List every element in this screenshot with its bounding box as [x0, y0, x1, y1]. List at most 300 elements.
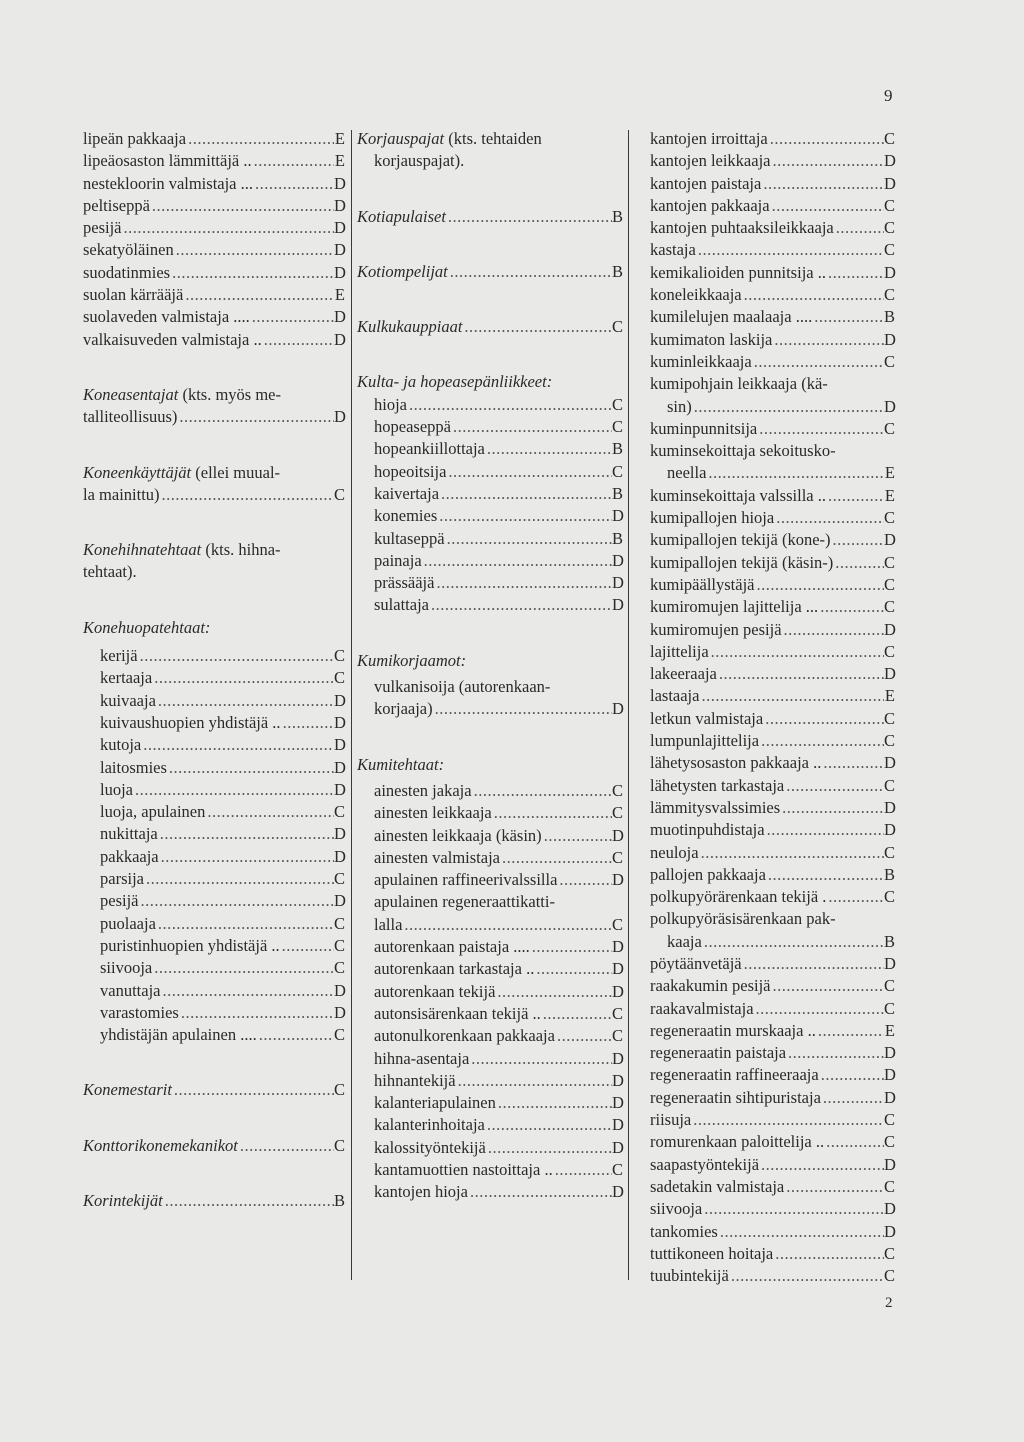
entry-label: sulattaja: [374, 595, 429, 615]
entry: [650, 975, 895, 997]
entry-label: kalanteriapulainen: [374, 1093, 496, 1113]
dot-leader: [826, 886, 884, 908]
entry-class: C: [612, 1026, 624, 1046]
entry: [357, 1114, 623, 1136]
entry-label: kuminleikkaaja: [650, 351, 752, 371]
dot-leader: [819, 1064, 884, 1086]
entry-label: Kotiompelijat: [357, 261, 448, 281]
dot-leader: [437, 505, 612, 527]
dot-leader: [530, 936, 612, 958]
dot-leader: [281, 712, 334, 734]
entry-class: D: [612, 573, 624, 593]
dot-leader: [139, 890, 335, 912]
entry: [650, 574, 895, 596]
dot-leader: [833, 552, 884, 574]
entry: [357, 461, 623, 483]
dot-leader: [500, 847, 612, 869]
dot-leader: [152, 667, 334, 689]
entry: [83, 913, 345, 935]
section-heading: [357, 206, 623, 228]
entry-label: konemies: [374, 506, 438, 526]
spacer: [357, 338, 623, 371]
entry-label: kuivaushuopien yhdistäjä ..: [100, 712, 281, 732]
entry-class: C: [884, 351, 896, 371]
entry-class: C: [612, 914, 624, 934]
entry-label: autonsisärenkaan tekijä ..: [374, 1003, 541, 1023]
entry: [357, 1137, 623, 1159]
entry-label: pesijä: [100, 891, 139, 911]
entry: [650, 619, 895, 641]
entry: [83, 957, 345, 979]
dot-leader: [752, 351, 884, 373]
column-rule: [351, 130, 352, 1280]
spacer: [357, 283, 623, 316]
entry-class: C: [884, 641, 896, 661]
entry-label: autorenkaan tarkastaja ..: [374, 959, 535, 979]
entry-class: D: [884, 329, 896, 349]
entry: [357, 1070, 623, 1092]
entry-class: B: [612, 206, 624, 226]
entry: kumipohjain leikkaaja (kä-: [650, 374, 828, 394]
entry: [357, 1003, 623, 1025]
entry-label: pesijä: [83, 218, 122, 238]
dot-leader: [763, 708, 884, 730]
entry-class: D: [334, 407, 346, 427]
entry: [650, 1131, 895, 1153]
entry: [357, 1048, 623, 1070]
entry-label: nukittaja: [100, 824, 158, 844]
entry: [83, 757, 345, 779]
entry-label: kertaaja: [100, 668, 153, 688]
entry-class: D: [884, 262, 896, 282]
column-left: [83, 128, 345, 1212]
dot-leader: [433, 698, 612, 720]
entry-label: Kulkukauppiaat: [357, 317, 463, 337]
dot-leader: [692, 396, 884, 418]
entry-label: siivooja: [100, 958, 153, 978]
entry-label: kutoja: [100, 735, 142, 755]
entry-label: lipeäosaston lämmittäjä ..: [83, 151, 252, 171]
dot-leader: [144, 868, 334, 890]
entry-class: D: [334, 218, 346, 238]
entry-class: D: [612, 595, 624, 615]
dot-leader: [831, 529, 884, 551]
entry-class: D: [334, 1002, 346, 1022]
entry-class: D: [884, 753, 896, 773]
dot-leader: [765, 819, 884, 841]
spacer: [83, 1157, 345, 1190]
entry-class: D: [884, 151, 896, 171]
entry: [650, 1198, 895, 1220]
dot-leader: [253, 173, 334, 195]
entry-class: C: [612, 461, 624, 481]
dot-leader: [472, 780, 612, 802]
entry-label: ainesten valmistaja: [374, 847, 500, 867]
entry: [650, 396, 895, 418]
entry: [650, 1087, 895, 1109]
entry-label: kaaja: [667, 931, 702, 951]
entry-label: kaivertaja: [374, 483, 440, 503]
entry: [650, 685, 895, 707]
signature-mark: 2: [885, 1295, 893, 1311]
entry-class: C: [612, 394, 624, 414]
entry-class: D: [884, 173, 896, 193]
entry: [650, 552, 895, 574]
entry-label: kumiromujen pesijä: [650, 619, 782, 639]
dot-leader: [156, 690, 334, 712]
dot-leader: [553, 1159, 612, 1181]
entry-label: kumipallojen tekijä (kone-): [650, 530, 831, 550]
entry-label: hopeaseppä: [374, 417, 451, 437]
dot-leader: [834, 217, 884, 239]
entry-label: prässääjä: [374, 573, 435, 593]
entry-label: kantojen puhtaaksileikkaaja: [650, 218, 834, 238]
dot-leader: [167, 757, 334, 779]
entry-label: kantojen pakkaaja: [650, 195, 770, 215]
entry: polkupyöräsisärenkaan pak-: [650, 909, 836, 929]
entry-class: D: [884, 1087, 896, 1107]
entry: [650, 1109, 895, 1131]
dot-leader: [826, 485, 884, 507]
dot-leader: [156, 913, 334, 935]
entry-label: suolaveden valmistaja ....: [83, 307, 250, 327]
entry-label: tuttikoneen hoitaja: [650, 1243, 774, 1263]
entry-class: C: [884, 1132, 896, 1152]
entry-class: D: [884, 1154, 896, 1174]
entry-label: raakakumin pesijä: [650, 976, 771, 996]
entry-class: C: [334, 646, 346, 666]
entry-class: C: [334, 935, 346, 955]
dot-leader: [757, 418, 884, 440]
entry-class: C: [612, 317, 624, 337]
entry-label: lähetysosaston pakkaaja ..: [650, 753, 822, 773]
entry-label: kumiromujen lajittelija ...: [650, 597, 819, 617]
entry-class: D: [884, 396, 896, 416]
dot-leader: [773, 1243, 884, 1265]
entry-class: D: [334, 980, 346, 1000]
entry-label: nestekloorin valmistaja ...: [83, 173, 254, 193]
entry: [83, 128, 345, 150]
entry-class: C: [612, 780, 624, 800]
dot-leader: [179, 1002, 334, 1024]
entry-label: ainesten leikkaaja: [374, 803, 492, 823]
dot-leader: [492, 802, 612, 824]
entry-class: C: [884, 195, 896, 215]
entry-class: B: [612, 261, 624, 281]
entry: [650, 150, 895, 172]
entry-label: luoja, apulainen: [100, 802, 206, 822]
dot-leader: [541, 1003, 612, 1025]
dot-leader: [821, 1087, 884, 1109]
dot-leader: [446, 461, 612, 483]
entry: [357, 1025, 623, 1047]
entry: [83, 823, 345, 845]
dot-leader: [486, 1137, 612, 1159]
dot-leader: [439, 483, 612, 505]
entry-label: suodatinmies: [83, 262, 171, 282]
entry-label: autonulkorenkaan pakkaaja: [374, 1026, 555, 1046]
dot-leader: [706, 462, 884, 484]
dot-leader: [717, 663, 884, 685]
entry-class: C: [884, 842, 896, 862]
entry-class: C: [884, 998, 896, 1018]
dot-leader: [150, 195, 334, 217]
dot-leader: [772, 329, 884, 351]
entry-class: C: [612, 1003, 624, 1023]
entry-label: raakavalmistaja: [650, 998, 754, 1018]
entry: [650, 1221, 895, 1243]
entry-class: E: [884, 463, 895, 483]
dot-leader: [468, 1181, 612, 1203]
entry-label: kultaseppä: [374, 528, 445, 548]
entry-label: yhdistäjän apulainen ....: [100, 1025, 257, 1045]
entry-class: D: [334, 779, 346, 799]
section-heading: Koneenkäyttäjät (ellei muual-: [83, 462, 281, 482]
entry-label: hopeoitsija: [374, 461, 447, 481]
entry-class: C: [884, 731, 896, 751]
entry-class: C: [612, 1159, 624, 1179]
dot-leader: [699, 842, 884, 864]
dot-leader: [729, 1265, 884, 1287]
entry: [357, 1092, 623, 1114]
dot-leader: [172, 1079, 334, 1101]
spacer: [357, 721, 623, 754]
dot-leader: [771, 975, 885, 997]
entry: [357, 981, 623, 1003]
entry-class: C: [884, 1266, 896, 1286]
dot-leader: [122, 217, 335, 239]
entry-class: D: [334, 757, 346, 777]
entry-label: kerijä: [100, 646, 138, 666]
entry-class: D: [334, 173, 346, 193]
column-rule: [628, 130, 629, 1280]
dot-leader: [160, 980, 334, 1002]
dot-leader: [158, 823, 334, 845]
entry-label: Konttorikonemekanikot: [83, 1135, 238, 1155]
entry-class: D: [334, 846, 346, 866]
entry-label: Kotiapulaiset: [357, 206, 446, 226]
entry: [650, 1154, 895, 1176]
entry-label: laitosmies: [100, 757, 167, 777]
entry-class: D: [612, 1070, 624, 1090]
entry-class: E: [334, 151, 345, 171]
entry: [650, 507, 895, 529]
entry: [357, 505, 623, 527]
entry-label: kantojen irroittaja: [650, 129, 768, 148]
entry: [650, 462, 895, 484]
dot-leader: [699, 685, 884, 707]
entry-class: C: [884, 597, 896, 617]
entry-class: B: [612, 483, 624, 503]
dot-leader: [422, 550, 612, 572]
section-heading: [83, 1135, 345, 1157]
dot-leader: [816, 1020, 884, 1042]
entry-class: C: [884, 285, 896, 305]
entry: [650, 485, 895, 507]
entry-label: neuloja: [650, 842, 699, 862]
dot-leader: [759, 730, 884, 752]
entry-label: kumipallojen tekijä (käsin-): [650, 552, 834, 572]
entry: [650, 1042, 895, 1064]
spacer: [83, 1102, 345, 1135]
spacer: [83, 351, 345, 384]
entry-label: sadetakin valmistaja: [650, 1176, 785, 1196]
entry-label: la mainittu): [83, 484, 160, 504]
entry: [650, 641, 895, 663]
entry-class: C: [334, 1025, 346, 1045]
entry-label: tuubintekijä: [650, 1266, 729, 1286]
dot-leader: [451, 416, 612, 438]
entry: [357, 1181, 623, 1203]
entry: [83, 690, 345, 712]
dot-leader: [555, 1025, 612, 1047]
entry-label: lumpunlajittelija: [650, 731, 760, 751]
dot-leader: [768, 128, 884, 150]
entry: [357, 936, 623, 958]
entry: [357, 394, 623, 416]
entry-class: C: [884, 574, 896, 594]
entry: [83, 484, 345, 506]
section-heading: Konehihnatehtaat (kts. hihna-: [83, 540, 281, 560]
entry-class: D: [884, 797, 896, 817]
entry-class: D: [884, 1065, 896, 1085]
entry-class: C: [884, 887, 896, 907]
entry-class: D: [884, 1199, 896, 1219]
entry: [83, 329, 345, 351]
section-heading: Kumitehtaat:: [357, 754, 445, 774]
entry-label: regeneraatin paistaja: [650, 1043, 787, 1063]
entry: [650, 128, 895, 150]
section-heading: Konehuopatehtaat:: [83, 617, 211, 637]
entry: [650, 797, 895, 819]
entry-label: pöytäänvetäjä: [650, 953, 742, 973]
dot-leader: [407, 394, 612, 416]
dot-leader: [718, 1221, 884, 1243]
dot-leader: [818, 596, 884, 618]
entry-label: tankomies: [650, 1221, 718, 1241]
entry-class: D: [884, 1221, 896, 1241]
dot-leader: [485, 1114, 612, 1136]
entry-class: C: [334, 484, 346, 504]
column-right: [650, 128, 895, 1287]
entry-class: C: [884, 976, 896, 996]
entry-label: hihnantekijä: [374, 1070, 456, 1090]
entry-label: kantojen paistaja: [650, 173, 762, 193]
dot-leader: [709, 641, 884, 663]
entry-class: D: [884, 530, 896, 550]
entry: [83, 801, 345, 823]
dot-leader: [446, 206, 612, 228]
dot-leader: [761, 173, 884, 195]
entry: tehtaat).: [83, 562, 137, 582]
entry-label: kumimaton laskija: [650, 329, 773, 349]
entry: [650, 418, 895, 440]
entry: [650, 752, 895, 774]
entry-class: D: [612, 981, 624, 1001]
entry-label: hihna-asentaja: [374, 1048, 470, 1068]
entry: [83, 779, 345, 801]
entry-label: puolaaja: [100, 913, 156, 933]
entry-label: valkaisuveden valmistaja ..: [83, 329, 262, 349]
dot-leader: [766, 864, 884, 886]
entry: [650, 1176, 895, 1198]
section-heading: [357, 316, 623, 338]
entry-label: regeneraatin sihtipuristaja: [650, 1087, 821, 1107]
entry-label: hioja: [374, 394, 407, 414]
dot-leader: [784, 1176, 884, 1198]
entry-label: koneleikkaaja: [650, 285, 742, 305]
entry-label: parsija: [100, 869, 144, 889]
entry-label: kumilelujen maalaaja ....: [650, 307, 813, 327]
entry-label: korjaaja): [374, 699, 433, 719]
entry-class: C: [884, 129, 896, 148]
entry: [650, 217, 895, 239]
entry-class: B: [884, 307, 896, 327]
section-heading: Kulta- ja hopeasepänliikkeet:: [357, 372, 553, 392]
entry: [650, 195, 895, 217]
entry: [357, 869, 623, 891]
entry-class: E: [334, 129, 345, 148]
entry: [83, 173, 345, 195]
spacer: [83, 429, 345, 462]
entry-label: pakkaaja: [100, 846, 159, 866]
entry: [357, 802, 623, 824]
entry: [83, 712, 345, 734]
entry: [357, 698, 623, 720]
entry-class: D: [334, 824, 346, 844]
entry: [650, 1265, 895, 1287]
section-heading: Korjauspajat (kts. tehtaiden: [357, 129, 542, 148]
entry-label: lajittelija: [650, 641, 709, 661]
dot-leader: [812, 306, 884, 328]
entry-class: D: [612, 959, 624, 979]
entry-label: regeneraatin murskaaja ..: [650, 1020, 816, 1040]
dot-leader: [782, 619, 884, 641]
spacer: [83, 584, 345, 617]
dot-leader: [691, 1109, 884, 1131]
entry-class: C: [612, 847, 624, 867]
entry-label: saapastyöntekijä: [650, 1154, 760, 1174]
entry: [357, 594, 623, 616]
entry-class: B: [612, 439, 624, 459]
entry-class: D: [334, 735, 346, 755]
entry-label: varastomies: [100, 1002, 179, 1022]
entry: [357, 528, 623, 550]
dot-leader: [152, 957, 334, 979]
entry: [83, 935, 345, 957]
entry-label: lakeeraaja: [650, 664, 717, 684]
entry-label: ainesten leikkaaja (käsin): [374, 825, 542, 845]
dot-leader: [754, 574, 884, 596]
entry-class: C: [884, 775, 896, 795]
entry: [650, 864, 895, 886]
entry: [650, 596, 895, 618]
entry-class: D: [334, 712, 346, 732]
entry-class: E: [334, 285, 345, 305]
entry-class: D: [334, 240, 346, 260]
entry-label: suolan kärrääjä: [83, 285, 184, 305]
entry-label: lalla: [374, 914, 403, 934]
dot-leader: [238, 1135, 334, 1157]
dot-leader: [163, 1190, 334, 1212]
entry-label: lastaaja: [650, 686, 700, 706]
dot-leader: [429, 594, 612, 616]
entry: [83, 980, 345, 1002]
dot-leader: [434, 572, 612, 594]
entry: apulainen regeneraattikatti-: [374, 892, 555, 912]
entry-label: hopeankiillottaja: [374, 439, 485, 459]
dot-leader: [780, 797, 884, 819]
